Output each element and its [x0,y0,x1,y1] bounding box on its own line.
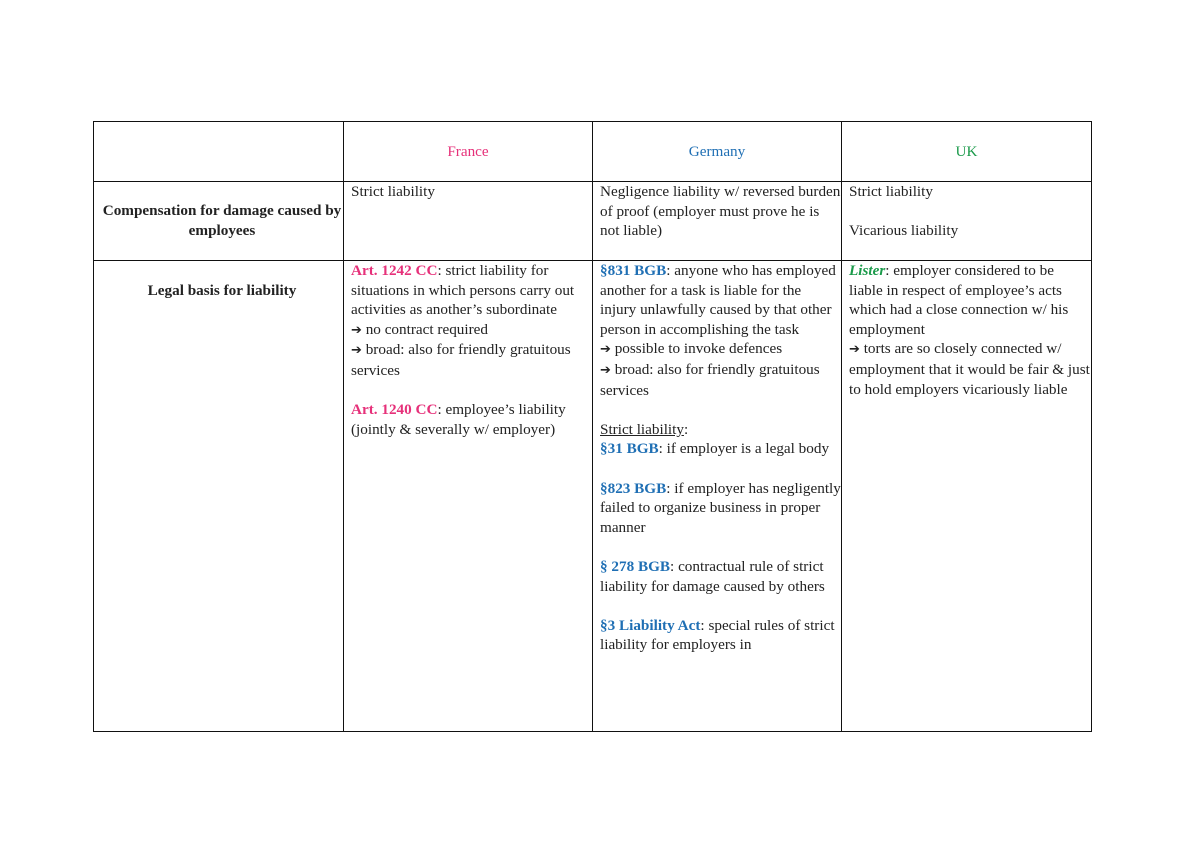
legal-basis-row-label: Legal basis for liability [94,261,344,732]
france-paragraph-2 [351,400,592,439]
compensation-row-label: Compensation for damage caused by employees [94,182,344,261]
uk-arrow-line-1 [849,339,1091,399]
germany-paragraph-4 [600,557,841,596]
france-arrow-text-2: broad: also for friendly gratuitous services [351,341,571,379]
compensation-germany-text: Negligence liability w/ reversed burden of proof (employer must prove he is not liable) [600,183,841,240]
right-arrow-icon: ➔ [600,362,611,378]
germany-text-1: : anyone who has employed another for a task is liable for the injury unlawfully caused by that other person in accomplishing the task [600,262,836,338]
france-paragraph-1 [351,261,592,320]
germany-text-5: : special rules of strict liability for employers in [600,616,835,654]
uk-arrow-text-1: torts are so closely connected w/ employment that it would be fair & just to hold employers vicariously liable [849,340,1090,398]
compensation-uk-text-1: Strict liability [849,183,933,200]
header-france [344,122,593,182]
header-empty-cell [94,122,344,182]
compensation-uk-text-2: Vicarious liability [849,222,959,240]
germany-paragraph-2 [600,439,841,459]
header-uk [842,122,1092,182]
france-arrow-line-2 [351,340,592,380]
right-arrow-icon: ➔ [351,343,362,359]
legal-basis-uk-cell [842,261,1092,732]
germany-ref-823: §823 BGB [600,479,667,497]
compensation-row [94,182,1092,261]
germany-arrow-text-2: broad: also for friendly gratuitous services [600,360,820,399]
france-ref-art-1240: Art. 1240 CC [351,401,438,419]
compensation-uk-cell [842,182,1092,261]
right-arrow-icon: ➔ [849,342,860,358]
germany-text-3: : if employer has negligently failed to organize business in proper manner [600,479,841,536]
germany-strict-colon: : [683,420,689,438]
compensation-germany-cell [593,182,842,261]
germany-paragraph-3 [600,479,841,538]
germany-ref-278: § 278 BGB [600,557,671,575]
germany-arrow-text-1: possible to invoke defences [614,340,783,358]
compensation-france-cell [344,182,593,261]
france-arrow-text-1: no contract required [365,320,488,338]
france-text-1: : strict liability for situations in which persons carry out activities as another’s subordinate [351,262,575,319]
compensation-france-text: Strict liability [351,183,435,200]
germany-clip [600,261,841,711]
germany-text-2: : if employer is a legal body [658,440,830,458]
germany-strict-heading: Strict liability [600,420,684,438]
germany-ref-liability-act: §3 Liability Act [600,616,701,634]
germany-arrow-line-2 [600,360,841,400]
uk-text-1: : employer considered to be liable in respect of employee’s acts which had a close connection w/ his employment [849,262,1069,338]
germany-ref-831: §831 BGB [600,262,667,279]
germany-paragraph-1 [600,261,841,339]
header-germany-label: Germany [688,142,746,160]
header-uk-label: UK [955,142,978,160]
legal-basis-row [94,261,1092,732]
comparison-table [93,121,1092,732]
right-arrow-icon: ➔ [351,322,362,338]
uk-paragraph-1 [849,261,1091,339]
legal-basis-france-cell [344,261,593,732]
uk-case-lister: Lister [849,262,886,279]
germany-paragraph-5 [600,616,841,655]
france-arrow-line-1 [351,320,592,341]
header-france-label: France [447,142,489,160]
germany-arrow-line-1 [600,339,841,360]
legal-basis-germany-cell [593,261,842,732]
germany-text-4: : contractual rule of strict liability for damage caused by others [600,557,825,595]
header-germany [593,122,842,182]
right-arrow-icon: ➔ [600,342,611,358]
header-row [94,122,1092,182]
france-text-2: : employee’s liability (jointly & severally w/ employer) [351,401,566,438]
germany-ref-31: §31 BGB [600,440,659,458]
germany-strict-heading-line [600,420,841,440]
france-ref-art-1242: Art. 1242 CC [351,262,438,279]
